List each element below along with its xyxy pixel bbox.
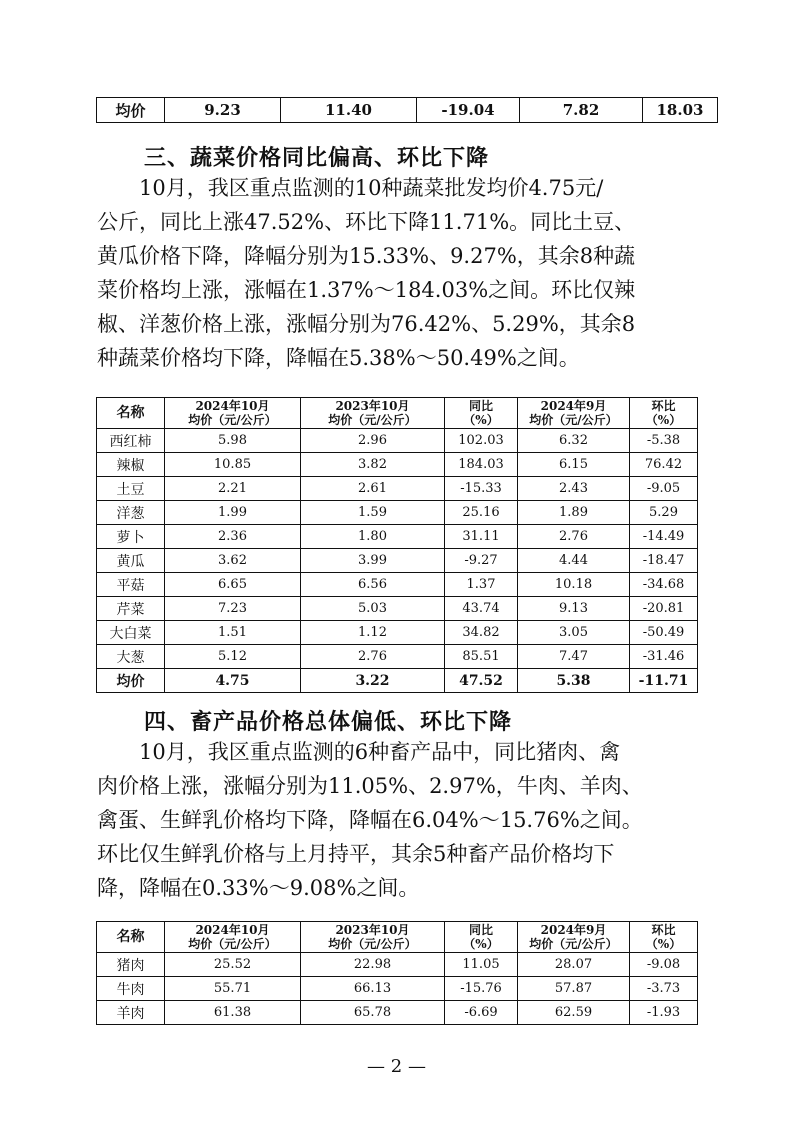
table-cell: 22.98 xyxy=(301,953,445,977)
table-cell: 5.12 xyxy=(165,645,301,669)
table-cell: 芹菜 xyxy=(97,597,165,621)
table-cell: 43.74 xyxy=(445,597,518,621)
table-cell: 1.99 xyxy=(165,501,301,525)
table-cell: 3.05 xyxy=(518,621,630,645)
table-cell: 25.52 xyxy=(165,953,301,977)
table-cell: -18.47 xyxy=(630,549,698,573)
table-cell: 3.62 xyxy=(165,549,301,573)
paragraph-line: 菜价格均上涨，涨幅在1.37%～184.03%之间。环比仅辣 xyxy=(97,278,636,302)
column-header: 名称 xyxy=(97,398,165,429)
vegetable-oil-table-tail xyxy=(96,97,718,123)
table-cell: 大葱 xyxy=(97,645,165,669)
table-row xyxy=(97,525,698,549)
paragraph-line: 公斤，同比上涨47.52%、环比下降11.71%。同比土豆、 xyxy=(97,210,636,234)
table-cell: 11.05 xyxy=(445,953,518,977)
table-cell: 猪肉 xyxy=(97,953,165,977)
column-header: 2024年10月 均价（元/公斤） xyxy=(165,922,301,953)
table-cell: 3.99 xyxy=(301,549,445,573)
table-cell: -5.38 xyxy=(630,429,698,453)
table-cell: -14.49 xyxy=(630,525,698,549)
table-cell: 57.87 xyxy=(518,977,630,1001)
paragraph-line: 环比仅生鲜乳价格与上月持平，其余5种畜产品价格均下 xyxy=(97,842,615,866)
table-cell: 1.80 xyxy=(301,525,445,549)
column-header: 环比 （%） xyxy=(630,398,698,429)
table-cell: 平菇 xyxy=(97,573,165,597)
column-header: 同比 （%） xyxy=(445,398,518,429)
table-cell: 1.89 xyxy=(518,501,630,525)
table-body xyxy=(97,429,698,693)
table-cell: 2.61 xyxy=(301,477,445,501)
table-cell: 18.03 xyxy=(643,98,718,123)
table-row xyxy=(97,669,698,693)
table-cell: 均价 xyxy=(97,98,165,123)
table-cell: 羊肉 xyxy=(97,1001,165,1025)
table-cell: 184.03 xyxy=(445,453,518,477)
table-cell: -9.05 xyxy=(630,477,698,501)
table-cell: 11.40 xyxy=(281,98,417,123)
table-cell: 1.37 xyxy=(445,573,518,597)
table-cell: 2.21 xyxy=(165,477,301,501)
column-header: 2023年10月 均价（元/公斤） xyxy=(301,922,445,953)
table-cell: 85.51 xyxy=(445,645,518,669)
table-cell: 2.96 xyxy=(301,429,445,453)
table-body xyxy=(97,953,698,1025)
table-cell: 2.36 xyxy=(165,525,301,549)
table-cell: 6.56 xyxy=(301,573,445,597)
table-cell: -9.08 xyxy=(630,953,698,977)
table-row xyxy=(97,953,698,977)
table-cell: 9.13 xyxy=(518,597,630,621)
table-cell: 76.42 xyxy=(630,453,698,477)
table-cell: -19.04 xyxy=(417,98,520,123)
paragraph-line: 黄瓜价格下降，降幅分别为15.33%、9.27%，其余8种蔬 xyxy=(97,244,636,268)
table-row xyxy=(97,501,698,525)
table-cell: 土豆 xyxy=(97,477,165,501)
paragraph-line: 10月，我区重点监测的10种蔬菜批发均价4.75元/ xyxy=(97,176,604,200)
table-cell: 洋葱 xyxy=(97,501,165,525)
table-cell: 62.59 xyxy=(518,1001,630,1025)
table-row xyxy=(97,429,698,453)
table-row xyxy=(97,477,698,501)
table-cell: 7.23 xyxy=(165,597,301,621)
table-cell: -6.69 xyxy=(445,1001,518,1025)
paragraph-line: 种蔬菜价格均下降，降幅在5.38%～50.49%之间。 xyxy=(97,346,580,370)
table-cell: -15.33 xyxy=(445,477,518,501)
section-heading: 四、畜产品价格总体偏低、环比下降 xyxy=(144,709,513,735)
table-row xyxy=(97,597,698,621)
table-cell: 34.82 xyxy=(445,621,518,645)
table-cell: 10.85 xyxy=(165,453,301,477)
section-paragraph xyxy=(97,171,697,375)
table-cell: 66.13 xyxy=(301,977,445,1001)
table-cell: -3.73 xyxy=(630,977,698,1001)
table-cell: 6.15 xyxy=(518,453,630,477)
table-cell: -50.49 xyxy=(630,621,698,645)
table-cell: -15.76 xyxy=(445,977,518,1001)
table-row xyxy=(97,1001,698,1025)
column-header: 环比 （%） xyxy=(630,922,698,953)
table-cell: 西红柿 xyxy=(97,429,165,453)
table-cell: 28.07 xyxy=(518,953,630,977)
table-cell: 7.82 xyxy=(520,98,643,123)
table-cell: 3.22 xyxy=(301,669,445,693)
table-row xyxy=(97,977,698,1001)
table-cell: -9.27 xyxy=(445,549,518,573)
table-cell: -11.71 xyxy=(630,669,698,693)
vegetable-price-table xyxy=(96,397,698,693)
table-row xyxy=(97,98,718,123)
livestock-price-table xyxy=(96,921,698,1025)
table-cell: 9.23 xyxy=(165,98,281,123)
table-cell: 5.38 xyxy=(518,669,630,693)
table-cell: 2.76 xyxy=(301,645,445,669)
table-cell: 辣椒 xyxy=(97,453,165,477)
section-heading: 三、蔬菜价格同比偏高、环比下降 xyxy=(144,145,490,171)
table-cell: 65.78 xyxy=(301,1001,445,1025)
column-header: 同比 （%） xyxy=(445,922,518,953)
table-cell: 4.44 xyxy=(518,549,630,573)
table-row xyxy=(97,549,698,573)
table-cell: 6.32 xyxy=(518,429,630,453)
table-cell: 1.59 xyxy=(301,501,445,525)
table-cell: 47.52 xyxy=(445,669,518,693)
table-cell: 31.11 xyxy=(445,525,518,549)
table-cell: 大白菜 xyxy=(97,621,165,645)
paragraph-line: 禽蛋、生鲜乳价格均下降，降幅在6.04%～15.76%之间。 xyxy=(97,808,643,832)
table-cell: 102.03 xyxy=(445,429,518,453)
table-cell: 10.18 xyxy=(518,573,630,597)
table-header-row xyxy=(97,922,698,953)
table-cell: 3.82 xyxy=(301,453,445,477)
table-cell: 2.43 xyxy=(518,477,630,501)
table-cell: 5.98 xyxy=(165,429,301,453)
table-row xyxy=(97,645,698,669)
paragraph-line: 降，降幅在0.33%～9.08%之间。 xyxy=(97,876,420,900)
section-paragraph xyxy=(97,735,697,905)
paragraph-line: 椒、洋葱价格上涨，涨幅分别为76.42%、5.29%，其余8 xyxy=(97,312,636,336)
table-cell: 4.75 xyxy=(165,669,301,693)
table-cell: 6.65 xyxy=(165,573,301,597)
table-cell: 61.38 xyxy=(165,1001,301,1025)
table-cell: 黄瓜 xyxy=(97,549,165,573)
column-header: 2024年10月 均价（元/公斤） xyxy=(165,398,301,429)
table-row xyxy=(97,621,698,645)
table-cell: -20.81 xyxy=(630,597,698,621)
column-header: 名称 xyxy=(97,922,165,953)
table-cell: 7.47 xyxy=(518,645,630,669)
table-row xyxy=(97,453,698,477)
table-cell: 5.03 xyxy=(301,597,445,621)
page-number: — 2 — xyxy=(367,1056,426,1077)
column-header: 2024年9月 均价（元/公斤） xyxy=(518,922,630,953)
table-cell: -34.68 xyxy=(630,573,698,597)
column-header: 2023年10月 均价（元/公斤） xyxy=(301,398,445,429)
table-cell: 1.51 xyxy=(165,621,301,645)
table-cell: 25.16 xyxy=(445,501,518,525)
table-cell: 5.29 xyxy=(630,501,698,525)
table-cell: 牛肉 xyxy=(97,977,165,1001)
table-cell: 均价 xyxy=(97,669,165,693)
table-cell: -31.46 xyxy=(630,645,698,669)
table-cell: 2.76 xyxy=(518,525,630,549)
column-header: 2024年9月 均价（元/公斤） xyxy=(518,398,630,429)
paragraph-line: 10月，我区重点监测的6种畜产品中，同比猪肉、禽 xyxy=(97,740,621,764)
table-cell: 萝卜 xyxy=(97,525,165,549)
table-cell: -1.93 xyxy=(630,1001,698,1025)
table-cell: 55.71 xyxy=(165,977,301,1001)
table-row xyxy=(97,573,698,597)
table-cell: 1.12 xyxy=(301,621,445,645)
table-header-row xyxy=(97,398,698,429)
paragraph-line: 肉价格上涨，涨幅分别为11.05%、2.97%，牛肉、羊肉、 xyxy=(97,774,643,798)
